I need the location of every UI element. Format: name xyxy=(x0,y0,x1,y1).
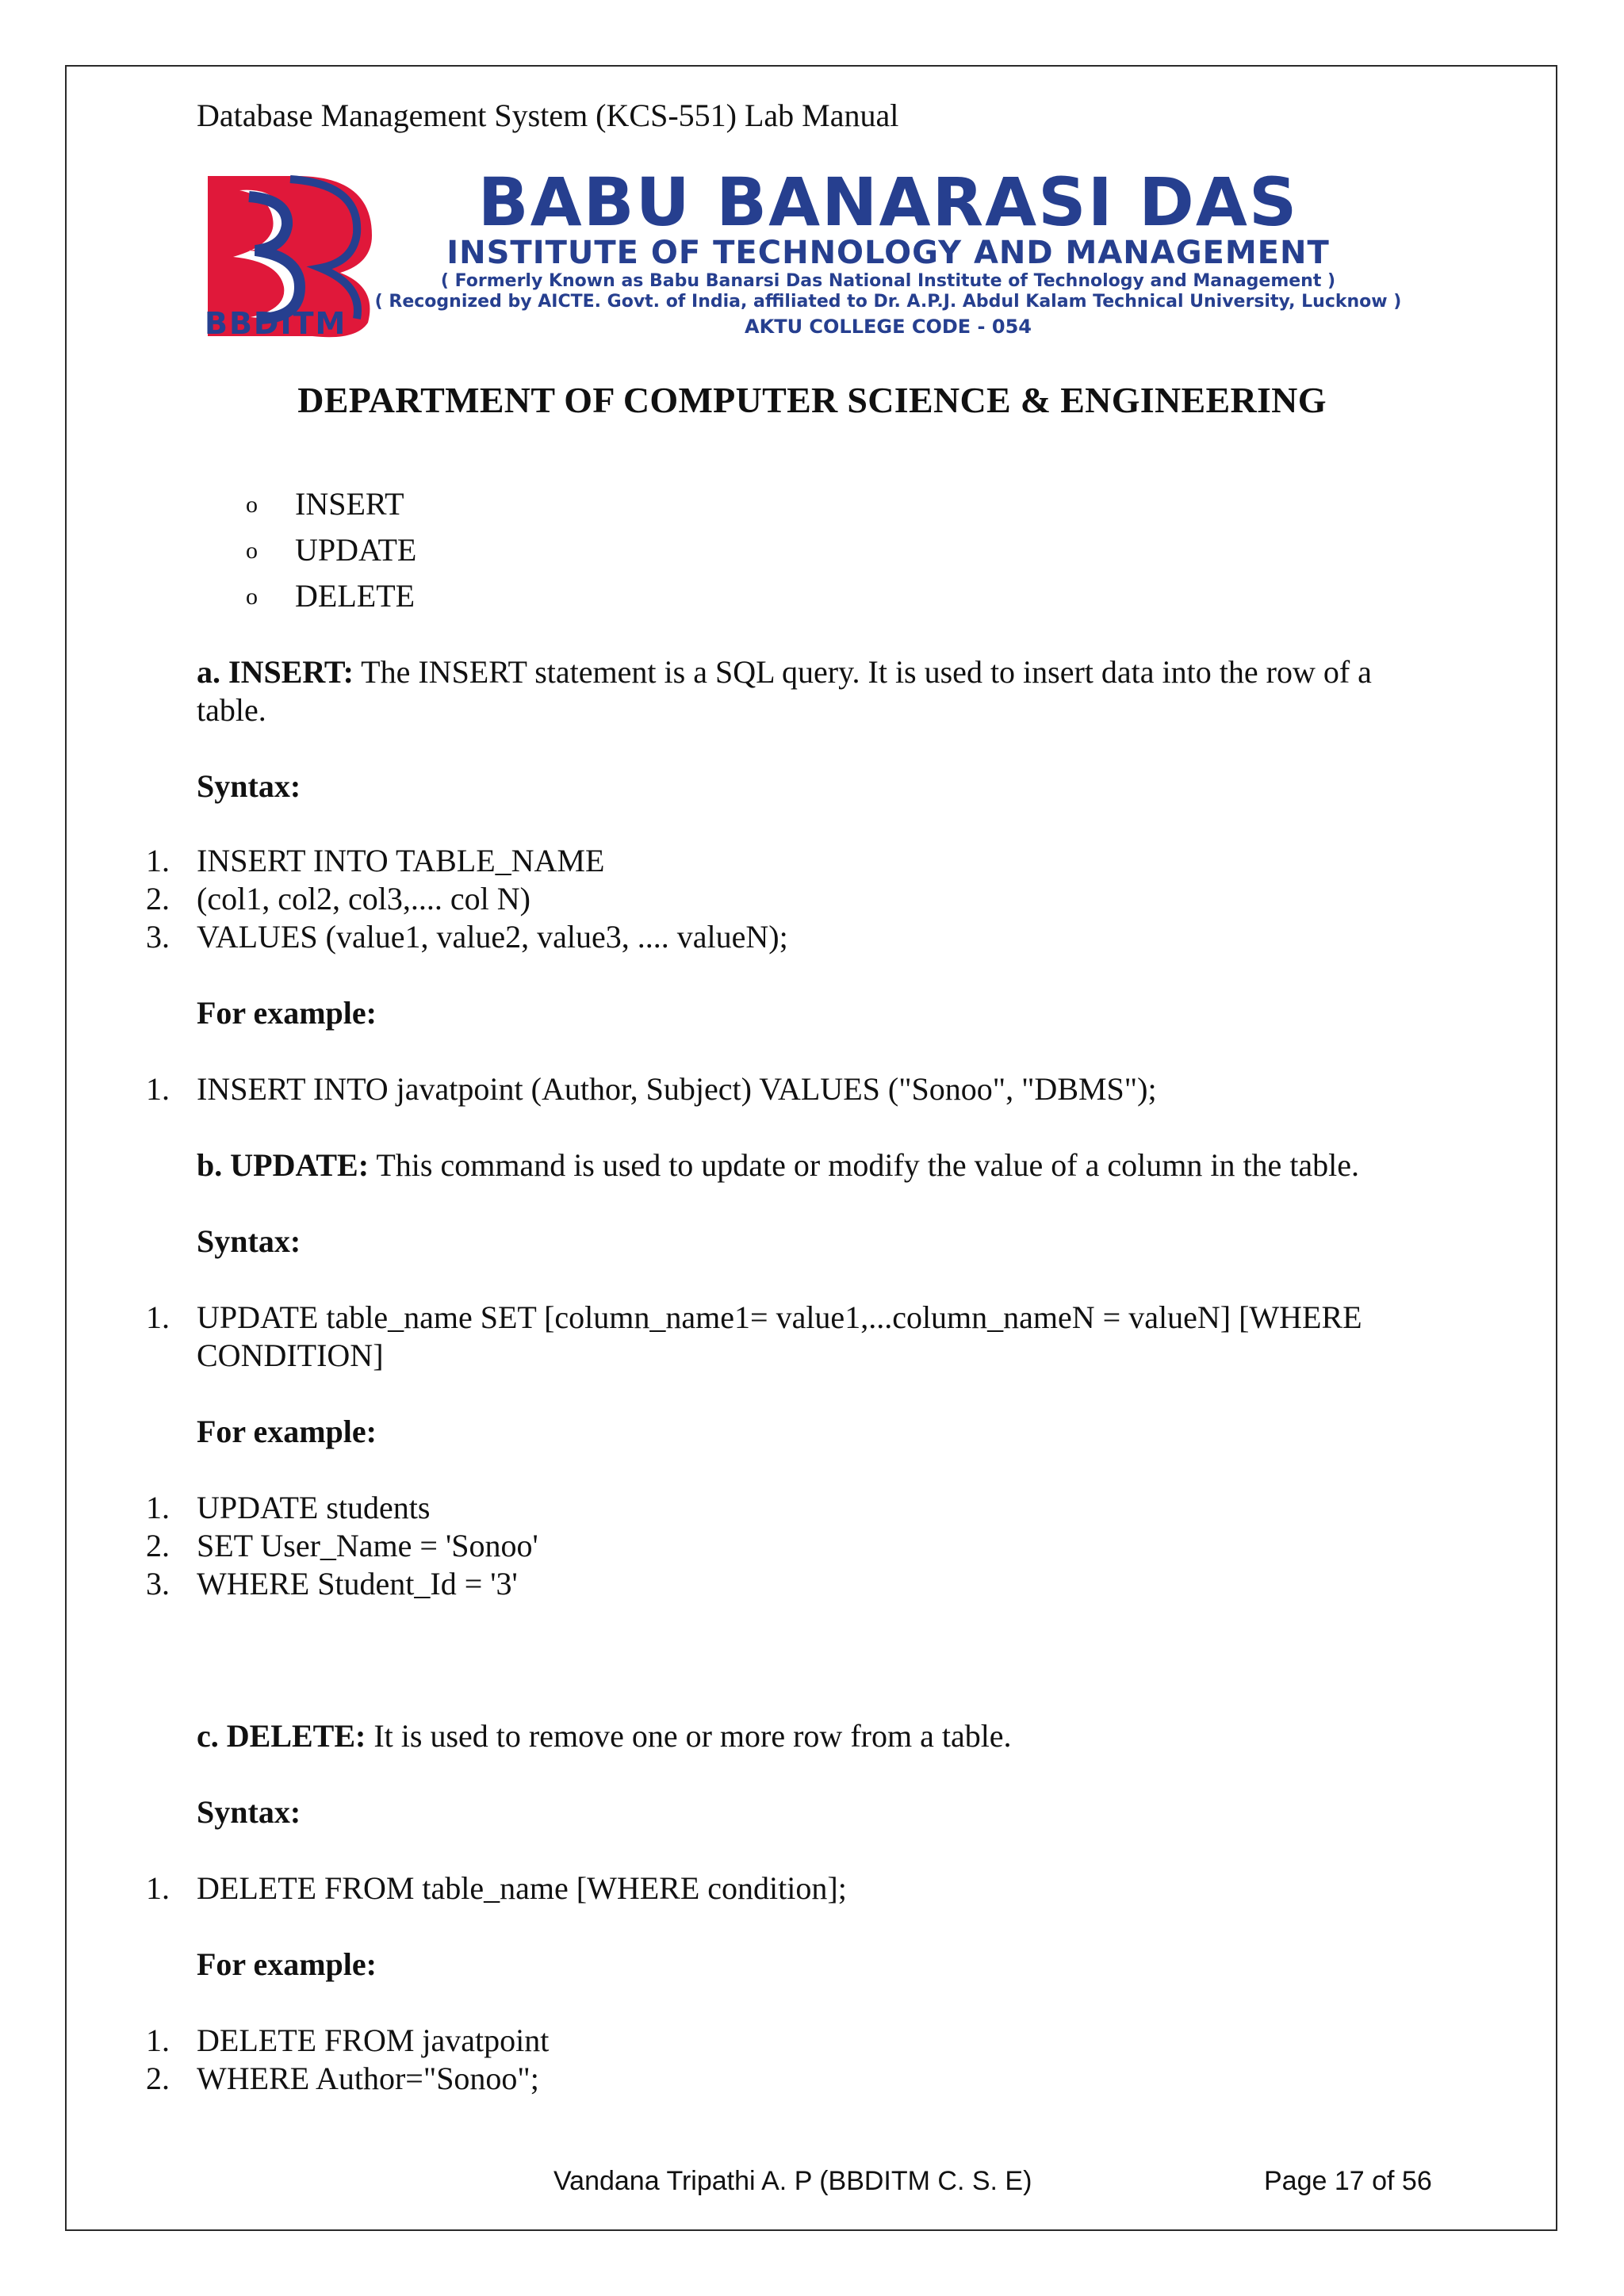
list-number: 1. xyxy=(146,1071,170,1107)
update-syntax-label: Syntax: xyxy=(197,1223,301,1259)
list-number: 3. xyxy=(146,1566,170,1601)
update-syntax-line2: CONDITION] xyxy=(197,1337,384,1373)
footer-page-number: Page 17 of 56 xyxy=(1264,2166,1432,2196)
list-number: 2. xyxy=(146,1528,170,1563)
insert-description xyxy=(197,653,1372,691)
insert-label: a. INSERT: xyxy=(197,654,354,690)
list-number: 1. xyxy=(146,1490,170,1525)
delete-desc: It is used to remove one or more row from a table. xyxy=(366,1718,1012,1754)
list-number: 2. xyxy=(146,881,170,916)
update-example-line: UPDATE students xyxy=(197,1490,431,1525)
delete-syntax-line: DELETE FROM table_name [WHERE condition]; xyxy=(197,1870,847,1906)
list-number: 1. xyxy=(146,843,170,878)
update-label: b. UPDATE: xyxy=(197,1147,370,1183)
bullet-item: INSERT xyxy=(295,486,404,522)
college-code: AKTU COLLEGE CODE - 054 xyxy=(745,316,1032,338)
insert-desc-line1: The INSERT statement is a SQL query. It is used to insert data into the row of a xyxy=(353,654,1372,690)
insert-syntax-line: INSERT INTO TABLE_NAME xyxy=(197,843,605,878)
delete-example-line: WHERE Author="Sonoo"; xyxy=(197,2061,539,2096)
institute-recognition: ( Recognized by AICTE. Govt. of India, affiliated to Dr. A.P.J. Abdul Kalam Technical University, Lucknow ) xyxy=(374,292,1402,312)
insert-example-line: INSERT INTO javatpoint (Author, Subject) VALUES ("Sonoo", "DBMS"); xyxy=(197,1071,1157,1107)
delete-example-label: For example: xyxy=(197,1946,377,1982)
delete-label: c. DELETE: xyxy=(197,1718,366,1754)
bullet-item: UPDATE xyxy=(295,532,417,568)
update-desc: This command is used to update or modify the value of a column in the table. xyxy=(369,1147,1360,1183)
bullet-marker: o xyxy=(246,492,258,518)
update-example-line: WHERE Student_Id = '3' xyxy=(197,1566,518,1601)
list-number: 1. xyxy=(146,1299,170,1335)
logo-acronym: BBDITM xyxy=(205,306,347,341)
bullet-marker: o xyxy=(246,538,258,564)
list-number: 1. xyxy=(146,1870,170,1906)
update-syntax-line1: UPDATE table_name SET [column_name1= value1,...column_nameN = valueN] [WHERE xyxy=(197,1299,1362,1335)
delete-description xyxy=(197,1717,1012,1755)
bullet-marker: o xyxy=(246,584,258,610)
insert-syntax-line: (col1, col2, col3,.... col N) xyxy=(197,881,530,916)
department-heading: DEPARTMENT OF COMPUTER SCIENCE & ENGINEERING xyxy=(297,380,1327,420)
institute-subtitle: INSTITUTE OF TECHNOLOGY AND MANAGEMENT xyxy=(446,235,1330,271)
insert-syntax-line: VALUES (value1, value2, value3, .... valueN); xyxy=(197,919,788,955)
bullet-item: DELETE xyxy=(295,578,416,614)
header-title: Database Management System (KCS-551) Lab Manual xyxy=(197,98,899,133)
update-example-label: For example: xyxy=(197,1414,377,1449)
delete-syntax-label: Syntax: xyxy=(197,1794,301,1830)
list-number: 2. xyxy=(146,2061,170,2096)
update-example-line: SET User_Name = 'Sonoo' xyxy=(197,1528,538,1563)
list-number: 3. xyxy=(146,919,170,955)
insert-desc-line2: table. xyxy=(197,692,266,728)
insert-example-label: For example: xyxy=(197,995,377,1031)
institute-formerly: ( Formerly Known as Babu Banarsi Das National Institute of Technology and Management ) xyxy=(440,271,1336,291)
delete-example-line: DELETE FROM javatpoint xyxy=(197,2022,550,2058)
footer-author: Vandana Tripathi A. P (BBDITM C. S. E) xyxy=(553,2166,1032,2196)
list-number: 1. xyxy=(146,2022,170,2058)
institute-name: BABU BANARASI DAS xyxy=(477,163,1299,241)
update-description xyxy=(197,1146,1359,1184)
insert-syntax-label: Syntax: xyxy=(197,768,301,804)
